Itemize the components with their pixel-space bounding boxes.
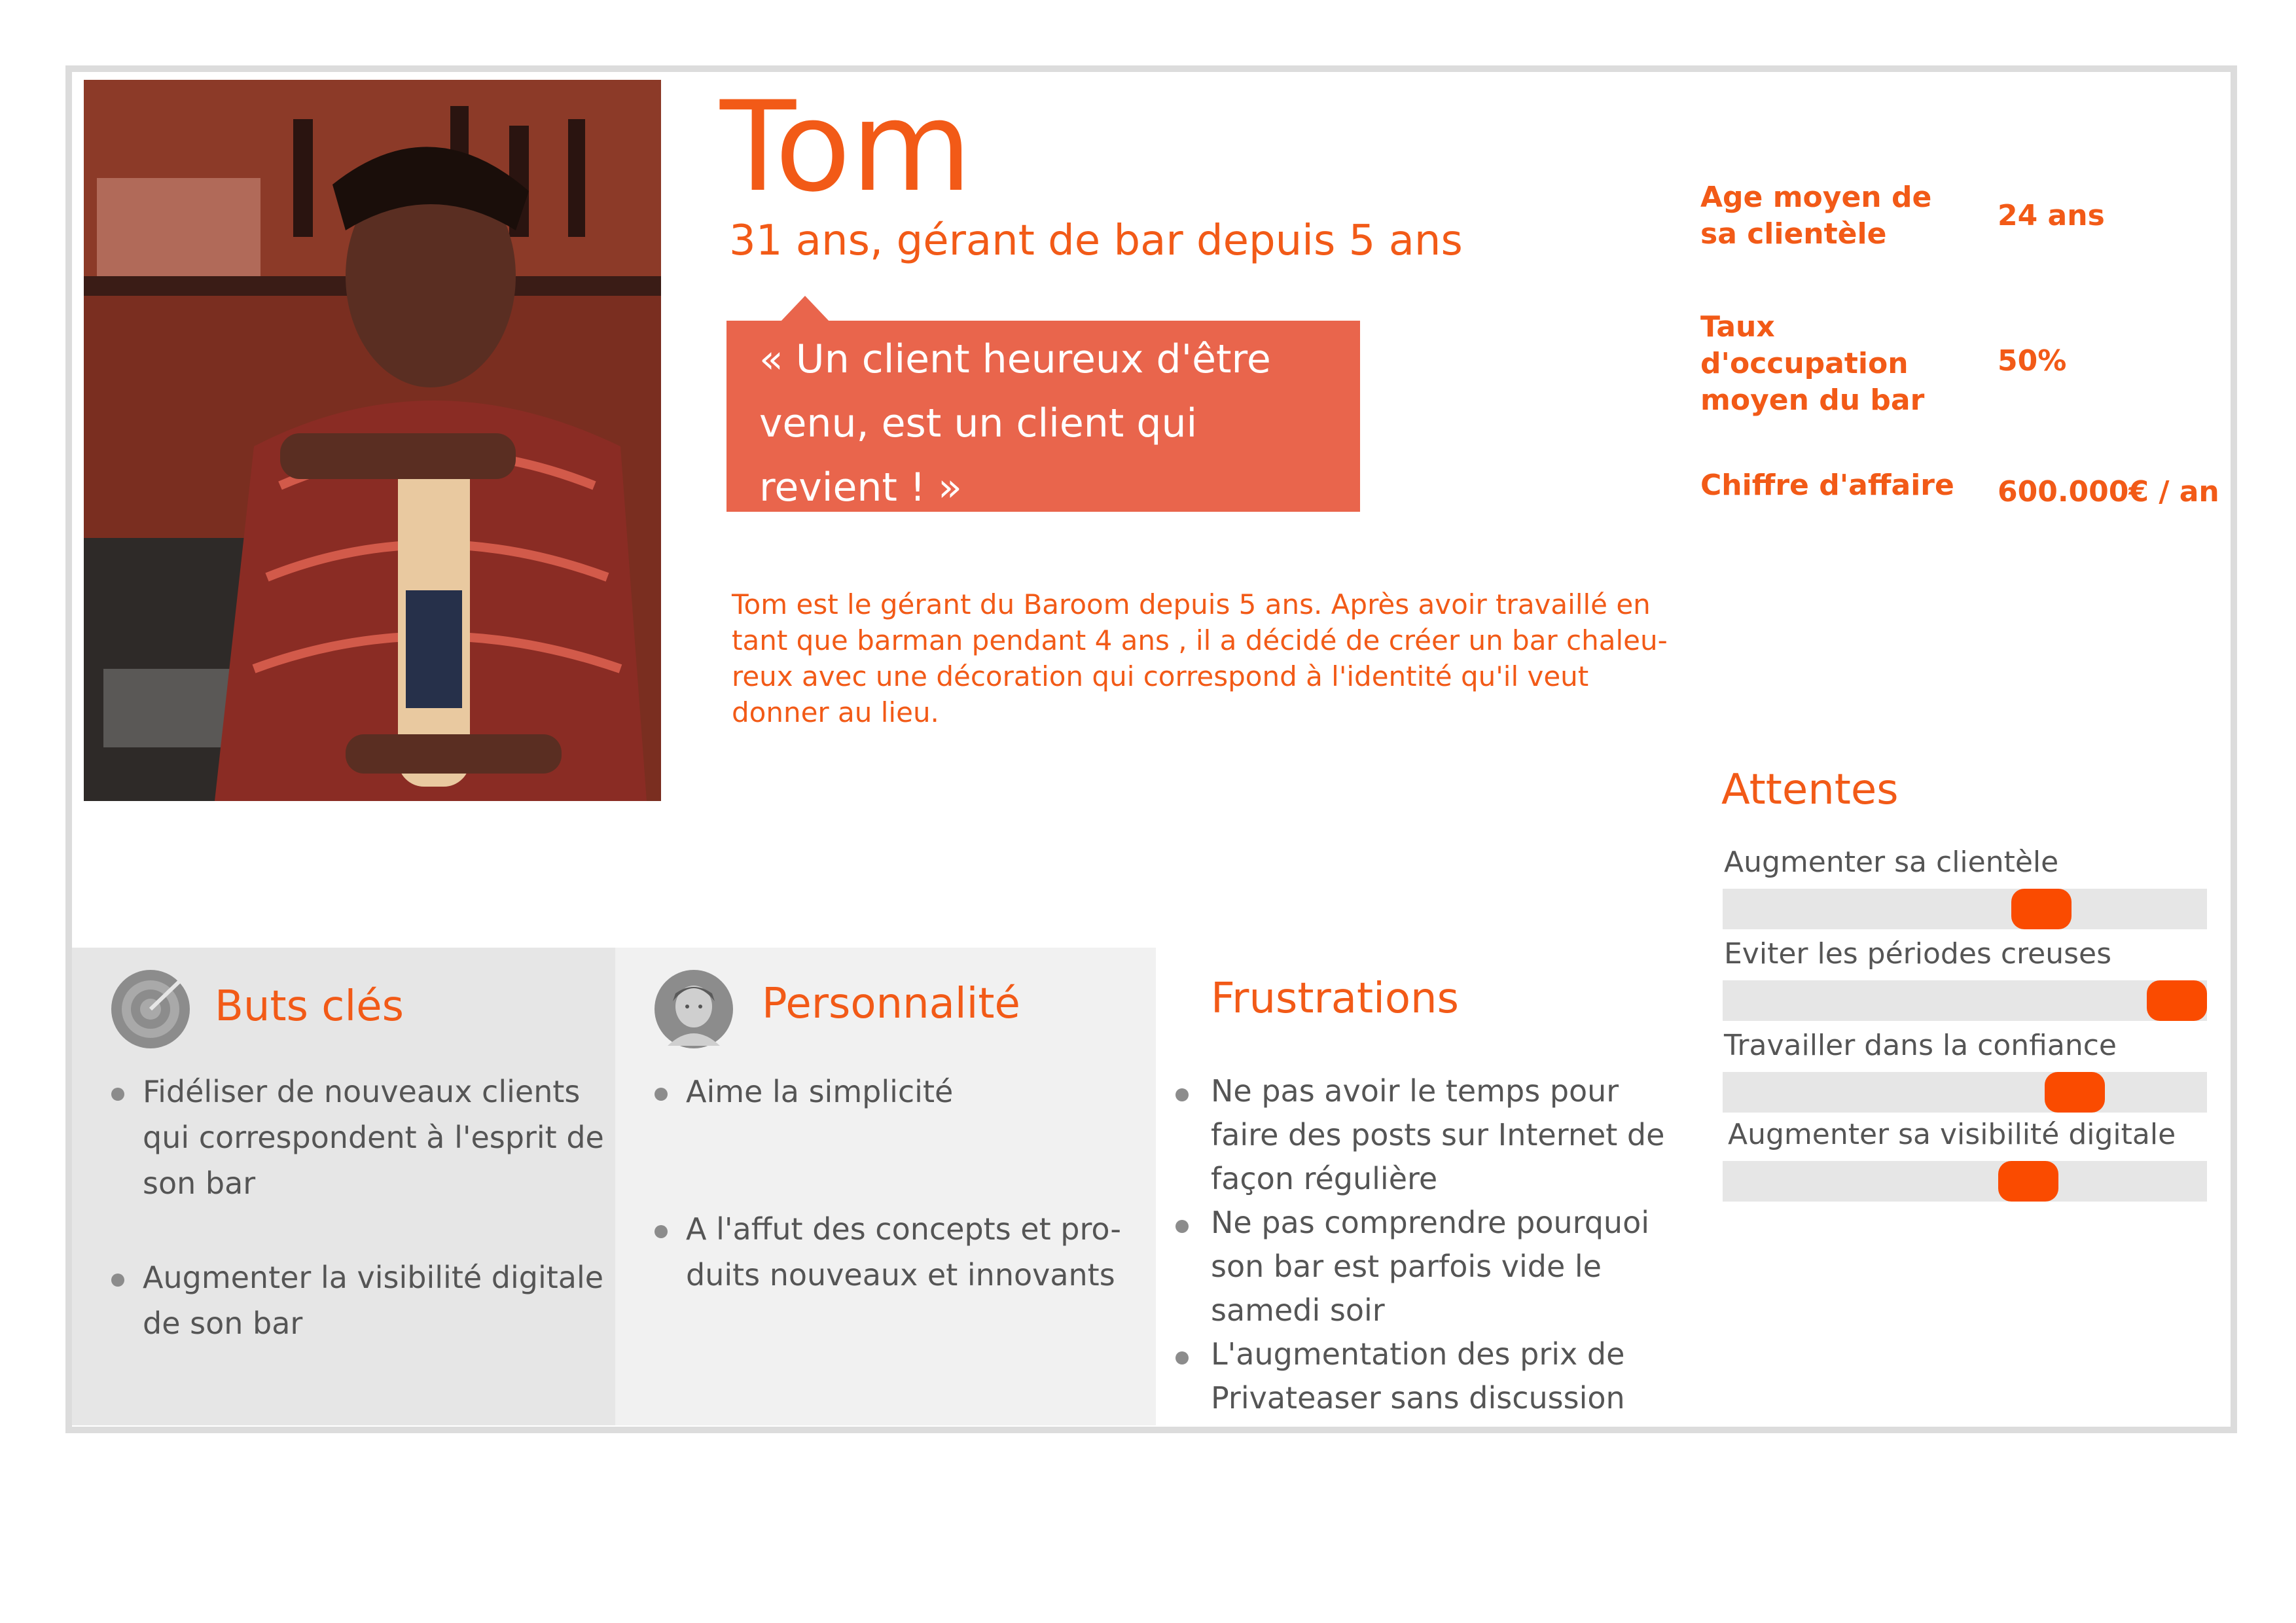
stat-age-label — [1700, 179, 1962, 253]
stat-label-line: d'occupation — [1700, 347, 1909, 380]
goal-line: qui correspondent à l'esprit de — [143, 1120, 604, 1155]
goal-item — [143, 1069, 604, 1206]
attentes-title: Attentes — [1721, 766, 1899, 814]
attente-knob[interactable] — [2147, 980, 2207, 1021]
goals-title: Buts clés — [215, 982, 404, 1031]
attente-knob[interactable] — [2011, 889, 2072, 929]
bullet — [1175, 1088, 1189, 1101]
frustrations-title: Frustrations — [1211, 974, 1459, 1023]
personality-title: Personnalité — [762, 980, 1020, 1028]
bullet — [655, 1225, 668, 1238]
goal-line: Augmenter la visibilité digitale — [143, 1260, 604, 1295]
frustration-line: samedi soir — [1211, 1293, 1385, 1328]
attente-label: Augmenter sa clientèle — [1724, 846, 2059, 879]
attente-knob[interactable] — [2045, 1072, 2105, 1113]
bartender-illustration — [84, 80, 661, 801]
stat-occupation-label — [1700, 309, 1962, 419]
frustration-line: façon régulière — [1211, 1161, 1438, 1196]
attente-knob[interactable] — [1998, 1161, 2058, 1202]
personality-item — [686, 1206, 1121, 1298]
frustration-item — [1211, 1069, 1664, 1201]
personality-line: A l'affut des concepts et pro- — [686, 1211, 1121, 1247]
frustration-item — [1211, 1332, 1625, 1420]
goal-line: de son bar — [143, 1306, 303, 1341]
stat-label-line: Taux — [1700, 310, 1775, 344]
bio-line: donner au lieu. — [732, 696, 939, 728]
bullet — [111, 1088, 124, 1101]
quote-line: « Un client heureux d'être — [759, 336, 1271, 382]
attente-label: Augmenter sa visibilité digitale — [1728, 1118, 2176, 1151]
frustration-line: L'augmentation des prix de — [1211, 1336, 1625, 1372]
bullet — [1175, 1351, 1189, 1364]
persona-card — [65, 65, 2237, 1433]
stat-revenue-label — [1700, 467, 1962, 504]
quote-line: venu, est un client qui — [759, 401, 1198, 446]
frustration-line: faire des posts sur Internet de — [1211, 1117, 1665, 1152]
personality-line: Aime la simplicité — [686, 1074, 954, 1109]
bio-line: tant que barman pendant 4 ans , il a décidé de créer un bar chaleu- — [732, 624, 1668, 656]
goal-item — [143, 1255, 603, 1346]
personality-line: duits nouveaux et innovants — [686, 1257, 1115, 1293]
goal-line: Fidéliser de nouveaux clients — [143, 1074, 581, 1109]
bullet — [655, 1088, 668, 1101]
frustration-line: Privateaser sans discussion — [1211, 1380, 1625, 1416]
stat-label-line: Age moyen de — [1700, 181, 1932, 214]
frustration-line: son bar est parfois vide le — [1211, 1249, 1602, 1284]
attente-bar — [1723, 1161, 2207, 1202]
frustration-line: Ne pas comprendre pourquoi — [1211, 1205, 1650, 1240]
attente-bar — [1723, 889, 2207, 929]
target-icon — [110, 969, 191, 1050]
attente-label: Travailler dans la confiance — [1724, 1029, 2117, 1062]
persona-quote — [726, 321, 1360, 512]
attente-bar — [1723, 1072, 2207, 1113]
persona-bio — [732, 586, 1674, 730]
stat-label-line: moyen du bar — [1700, 383, 1925, 417]
avatar-icon — [653, 969, 734, 1050]
stat-age-value: 24 ans — [1998, 199, 2105, 232]
bullet — [1175, 1220, 1189, 1233]
personality-item — [686, 1069, 953, 1115]
bio-line: Tom est le gérant du Baroom depuis 5 ans. Après avoir travaillé en — [732, 588, 1651, 620]
persona-subtitle: 31 ans, gérant de bar depuis 5 ans — [729, 217, 1463, 265]
goal-line: son bar — [143, 1166, 256, 1201]
personality-section — [615, 948, 1156, 1425]
frustration-item — [1211, 1201, 1649, 1332]
bio-line: reux avec une décoration qui correspond à l'identité qu'il veut — [732, 660, 1589, 692]
attente-label: Eviter les périodes creuses — [1724, 937, 2112, 971]
quote-pointer — [780, 296, 830, 322]
stat-revenue-value: 600.000€ / an — [1998, 475, 2219, 508]
bullet — [111, 1274, 124, 1287]
stat-label-line: Chiffre d'affaire — [1700, 469, 1954, 502]
persona-photo — [84, 80, 661, 801]
stat-label-line: sa clientèle — [1700, 217, 1887, 251]
quote-line: revient ! » — [759, 465, 962, 510]
persona-name: Tom — [720, 75, 973, 219]
stat-occupation-value: 50% — [1998, 344, 2067, 378]
goals-section — [72, 948, 615, 1425]
frustration-line: Ne pas avoir le temps pour — [1211, 1073, 1619, 1109]
attente-bar — [1723, 980, 2207, 1021]
